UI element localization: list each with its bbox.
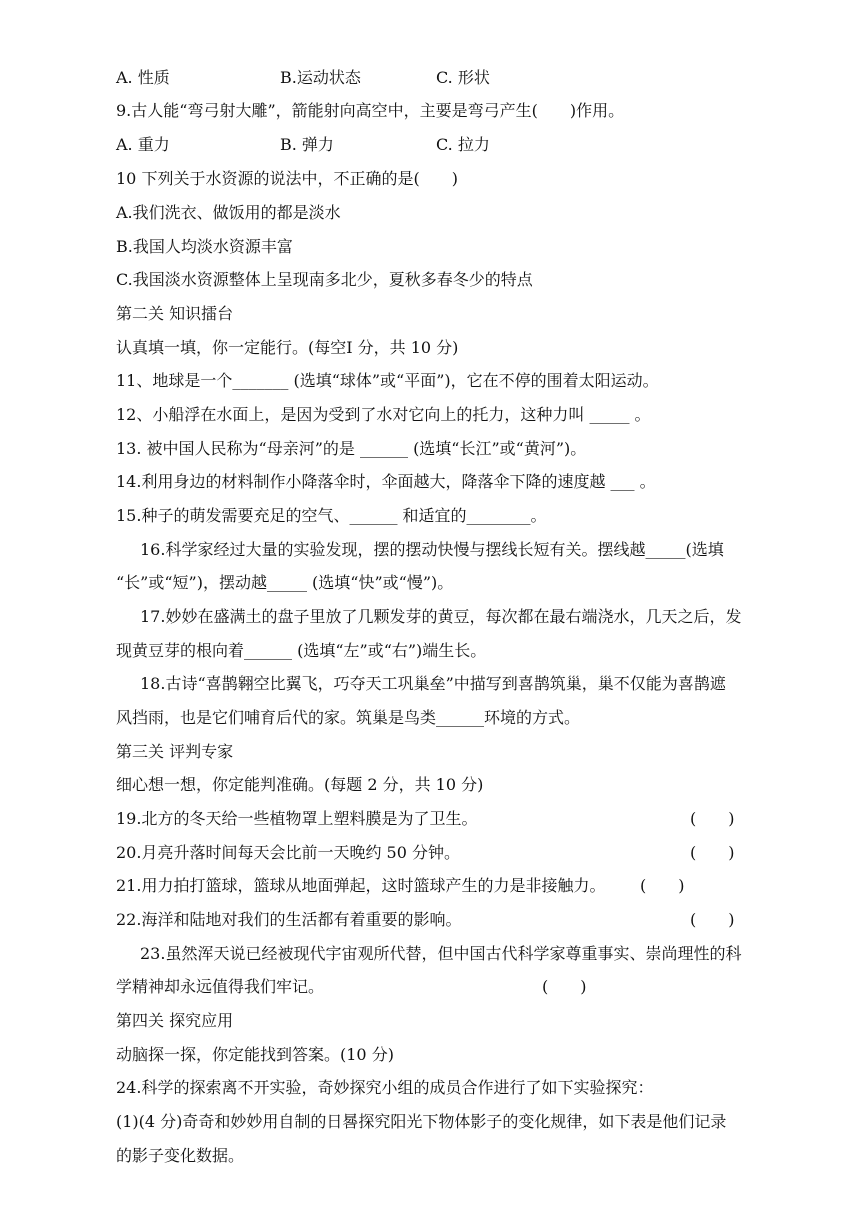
q18-line2: 风挡雨，也是它们哺育后代的家。筑巢是鸟类______环境的方式。 bbox=[116, 708, 581, 727]
q15: 15.种子的萌发需要充足的空气、______ 和适宜的________。 bbox=[116, 506, 547, 525]
section2-title: 第二关 知识擂台 bbox=[116, 304, 234, 323]
q11: 11、地球是一个_______ (选填“球体”或“平面”)，它在不停的围着太阳运动。 bbox=[116, 371, 659, 390]
q8-option-a: A. 性质 bbox=[116, 68, 170, 87]
q13: 13. 被中国人民称为“母亲河”的是 ______ (选填“长江”或“黄河”)。 bbox=[116, 439, 587, 458]
q8-option-b: B.运动状态 bbox=[280, 68, 361, 87]
q22-answer-bracket[interactable]: ( ) bbox=[690, 910, 735, 929]
q19-answer-bracket[interactable]: ( ) bbox=[690, 809, 735, 828]
section3-instruction: 细心想一想，你定能判准确。(每题 2 分，共 10 分) bbox=[116, 775, 484, 794]
q10-stem: 10 下列关于水资源的说法中，不正确的是( ) bbox=[116, 169, 458, 188]
q16-line1: 16.科学家经过大量的实验发现，摆的摆动快慢与摆线长短有关。摆线越_____(选填 bbox=[140, 540, 724, 559]
q18-line1: 18.古诗“喜鹊翱空比翼飞，巧夺天工巩巢垒”中描写到喜鹊筑巢，巢不仅能为喜鹊遮 bbox=[140, 674, 726, 693]
q16-line2: “长”或“短”)，摆动越_____ (选填“快”或“慢”)。 bbox=[116, 573, 454, 592]
q9-stem: 9.古人能“弯弓射大雕”，箭能射向高空中，主要是弯弓产生( )作用。 bbox=[116, 101, 625, 120]
q9-option-c: C. 拉力 bbox=[436, 135, 490, 154]
q24: 24.科学的探索离不开实验，奇妙探究小组的成员合作进行了如下实验探究： bbox=[116, 1078, 654, 1097]
q24-1-line2: 的影子变化数据。 bbox=[116, 1146, 245, 1165]
q23-answer-bracket[interactable]: ( ) bbox=[542, 977, 587, 996]
q23-line2: 学精神却永远值得我们牢记。 bbox=[116, 977, 325, 996]
section4-title: 第四关 探究应用 bbox=[116, 1011, 234, 1030]
section2-instruction: 认真填一填，你一定能行。(每空Ⅰ 分，共 10 分) bbox=[116, 338, 459, 357]
q12: 12、小船浮在水面上，是因为受到了水对它向上的托力，这种力叫 _____ 。 bbox=[116, 405, 651, 424]
q24-1-line1: (1)(4 分)奇奇和妙妙用自制的日晷探究阳光下物体影子的变化规律，如下表是他们记录 bbox=[116, 1112, 727, 1131]
q21-answer-bracket[interactable]: ( ) bbox=[640, 876, 685, 895]
q17-line2: 现黄豆芽的根向着______ (选填“左”或“右”)端生长。 bbox=[116, 641, 487, 660]
q10-option-b: B.我国人均淡水资源丰富 bbox=[116, 237, 293, 256]
q20-answer-bracket[interactable]: ( ) bbox=[690, 843, 735, 862]
q20: 20.月亮升落时间每天会比前一天晚约 50 分钟。 bbox=[116, 843, 460, 862]
section4-instruction: 动脑探一探，你定能找到答案。(10 分) bbox=[116, 1045, 394, 1064]
q14: 14.利用身边的材料制作小降落伞时，伞面越大，降落伞下降的速度越 ___ 。 bbox=[116, 472, 656, 491]
q9-option-a: A. 重力 bbox=[116, 135, 170, 154]
q10-option-c: C.我国淡水资源整体上呈现南多北少，夏秋多春冬少的特点 bbox=[116, 270, 533, 289]
q23-line1: 23.虽然浑天说已经被现代宇宙观所代替，但中国古代科学家尊重事实、崇尚理性的科 bbox=[140, 944, 742, 963]
section3-title: 第三关 评判专家 bbox=[116, 742, 234, 761]
q8-option-c: C. 形状 bbox=[436, 68, 490, 87]
q21: 21.用力拍打篮球，篮球从地面弹起，这时篮球产生的力是非接触力。 bbox=[116, 876, 606, 895]
q9-option-b: B. 弹力 bbox=[280, 135, 334, 154]
q10-option-a: A.我们洗衣、做饭用的都是淡水 bbox=[116, 203, 341, 222]
q19: 19.北方的冬天给一些植物罩上塑料膜是为了卫生。 bbox=[116, 809, 478, 828]
q17-line1: 17.妙妙在盛满土的盘子里放了几颗发芽的黄豆，每次都在最右端浇水，几天之后，发 bbox=[140, 607, 742, 626]
q22: 22.海洋和陆地对我们的生活都有着重要的影响。 bbox=[116, 910, 462, 929]
